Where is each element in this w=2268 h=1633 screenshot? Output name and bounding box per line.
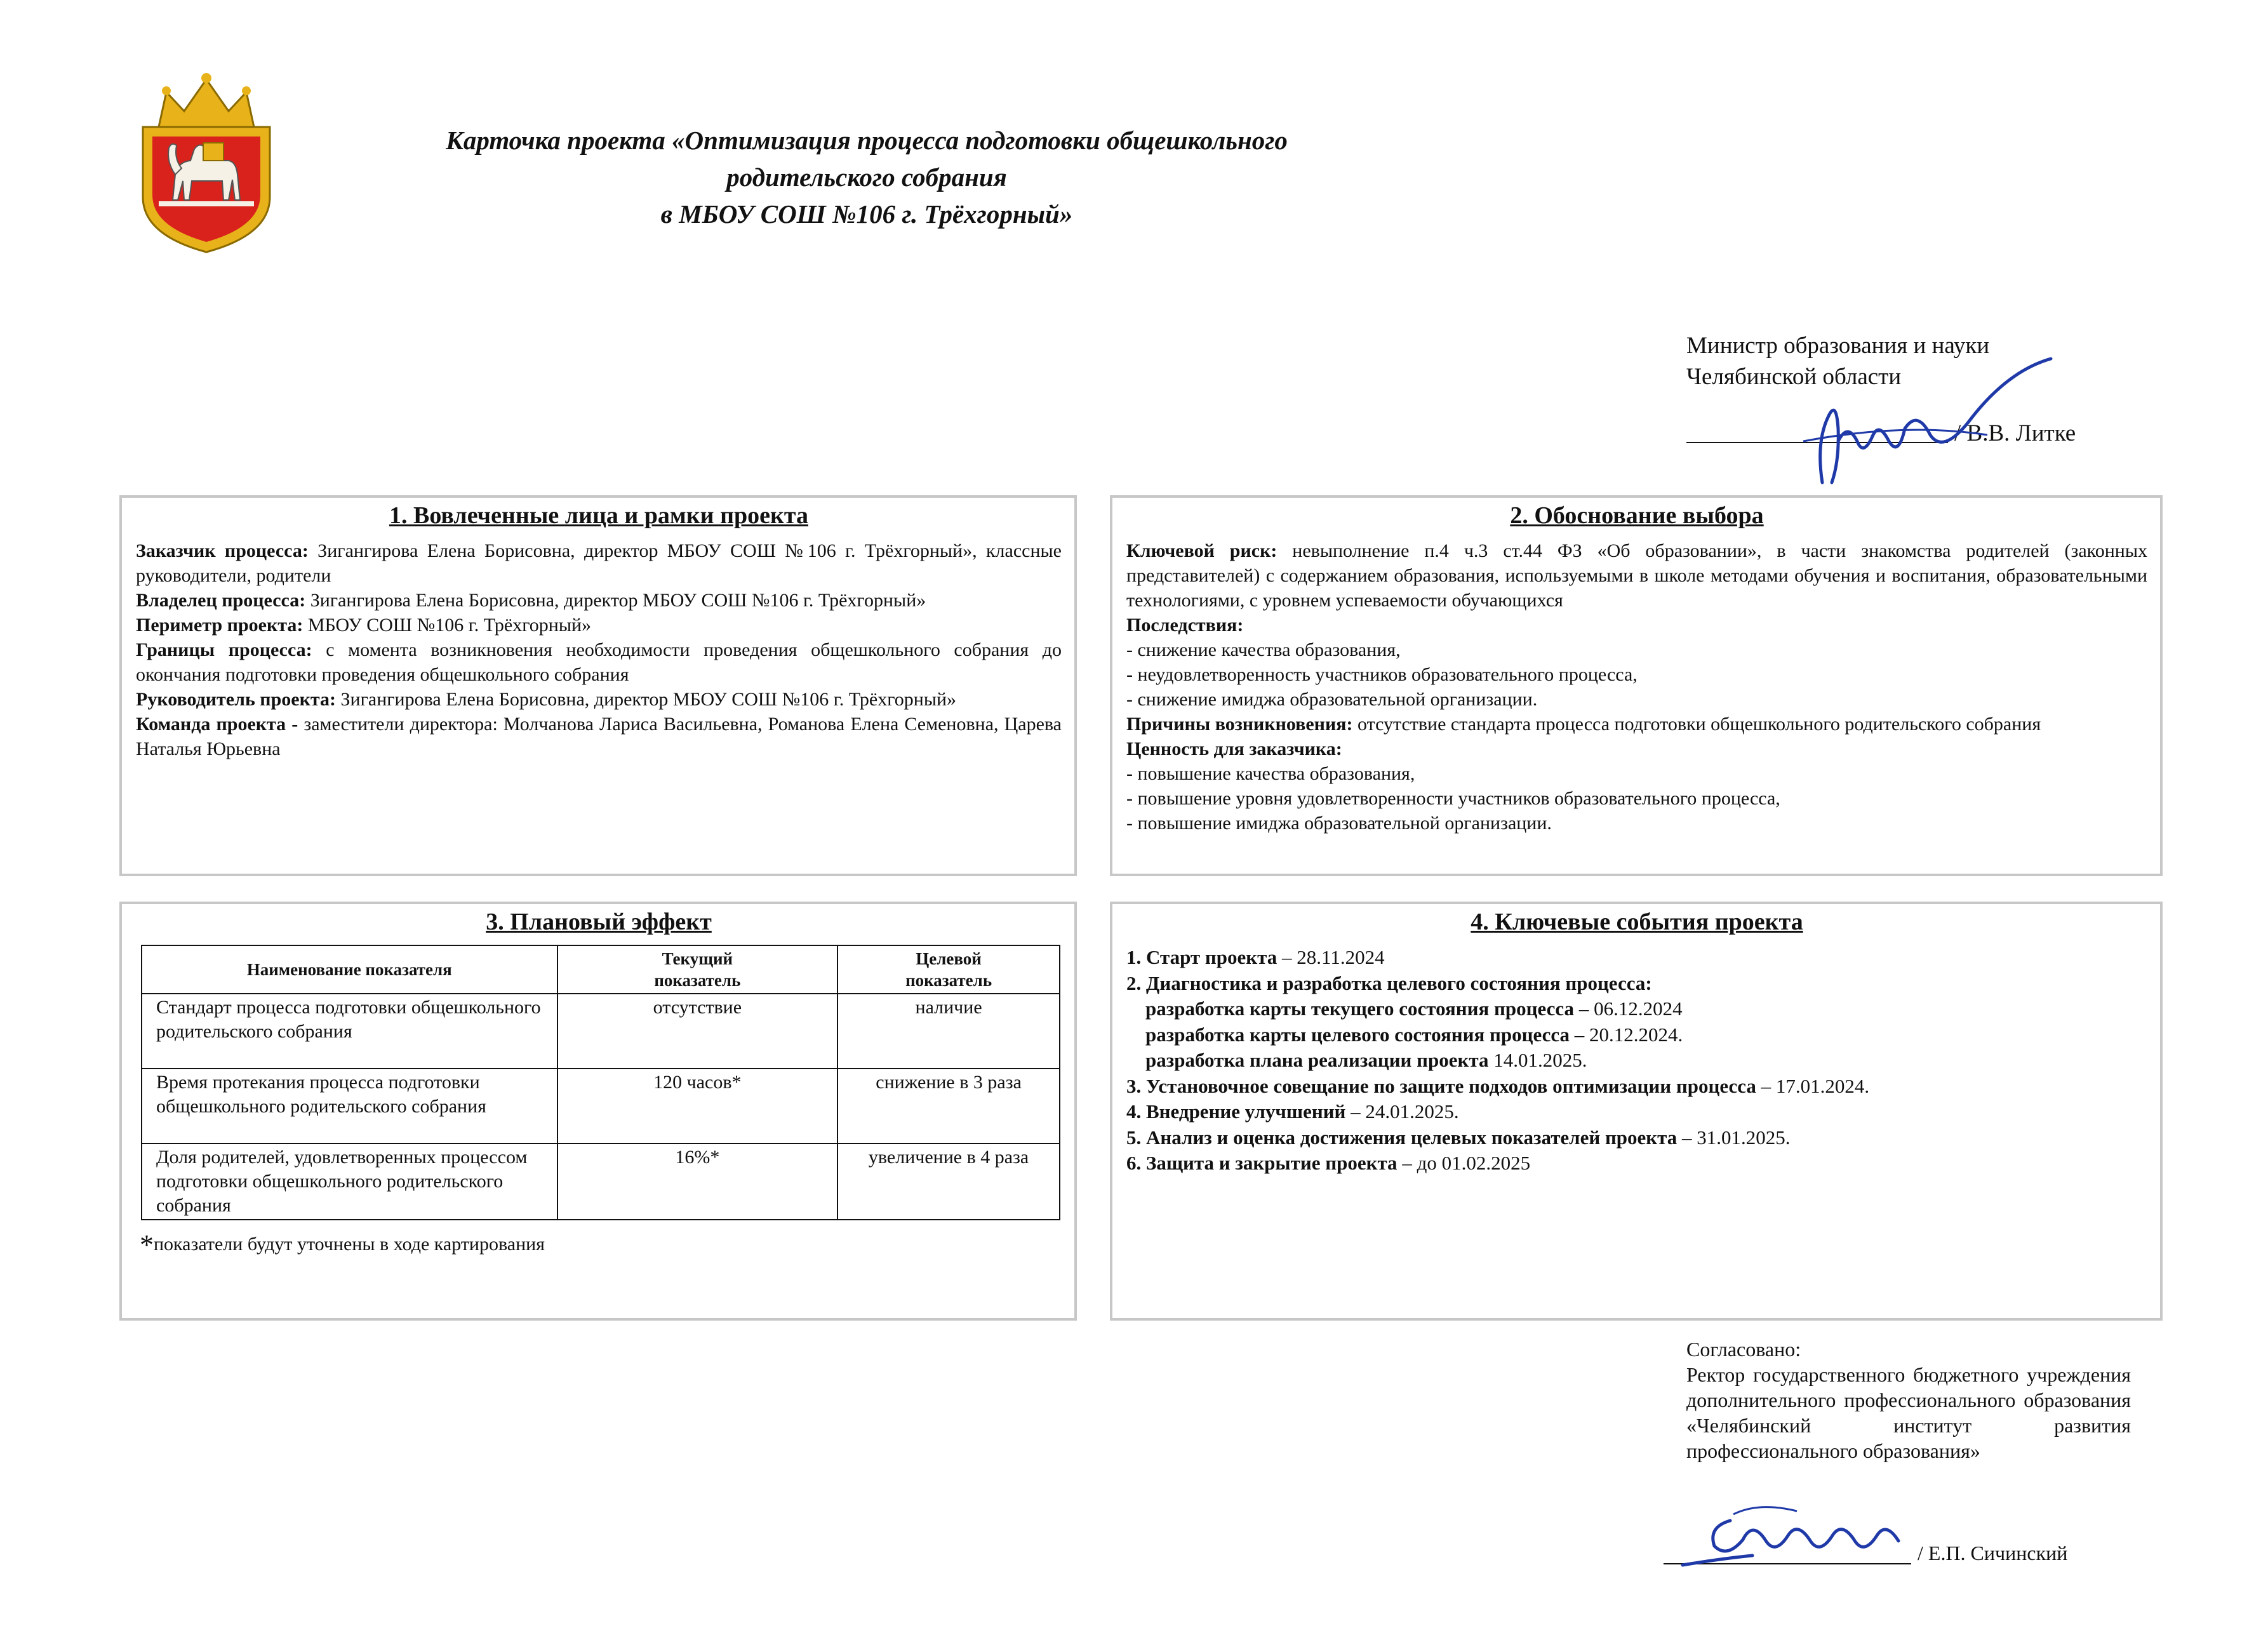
table-cell: снижение в 3 раза	[837, 1069, 1060, 1143]
approver-name: / В.В. Литке	[1954, 420, 2076, 446]
event-item: разработка плана реализации проекта 14.01.2025.	[1145, 1049, 1587, 1071]
panel-planned-effect	[119, 902, 1077, 1321]
table-cell: отсутствие	[557, 994, 838, 1069]
list-item: - повышение качества образования,	[1126, 763, 1415, 784]
causes: Причины возникновения: отсутствие стандарта процесса подготовки общешкольного родительского собрания	[1126, 714, 2041, 735]
table-cell: 120 часов*	[557, 1069, 838, 1143]
panel-3-title: 3. Плановый эффект	[486, 909, 712, 935]
event-item: 1. Старт проекта – 28.11.2024	[1126, 946, 1385, 968]
table-cell: 16%*	[557, 1143, 838, 1220]
table-header-row	[142, 945, 1060, 994]
minister-signature-icon	[1778, 346, 2057, 492]
table-row	[142, 994, 1060, 1069]
rector-name: / Е.П. Сичинский	[1918, 1542, 2068, 1564]
table-cell: увеличение в 4 раза	[837, 1143, 1060, 1220]
agreed-label: Согласовано:	[1686, 1338, 1801, 1361]
title-line-2: в МБОУ СОШ №106 г. Трёхгорный»	[660, 199, 1073, 229]
stakeholder-row: Заказчик процесса: Зигангирова Елена Борисовна, директор МБОУ СОШ №106 г. Трёхгорный», классные руководители, родители	[136, 540, 1062, 586]
panel-stakeholders	[119, 495, 1077, 876]
page-title	[444, 122, 1289, 232]
event-item: 3. Установочное совещание по защите подходов оптимизации процесса – 17.01.2024.	[1126, 1074, 1870, 1097]
event-item: 6. Защита и закрытие проекта – до 01.02.2025	[1126, 1152, 1531, 1174]
table-cell: Время протекания процесса подготовки общешкольного родительского собрания	[142, 1069, 557, 1143]
panel-justification	[1110, 495, 2163, 876]
table-row	[142, 1143, 1060, 1220]
event-item: 4. Внедрение улучшений – 24.01.2025.	[1126, 1100, 1459, 1123]
list-item: - неудовлетворенность участников образовательного процесса,	[1126, 664, 1638, 685]
list-item: - повышение имиджа образовательной организации.	[1126, 813, 1552, 834]
column-header: Целевой показатель	[837, 945, 1060, 994]
value-label: Ценность для заказчика:	[1126, 738, 1342, 759]
stakeholder-row: Владелец процесса: Зигангирова Елена Борисовна, директор МБОУ СОШ №106 г. Трёхгорный»	[136, 590, 926, 611]
table-cell: Доля родителей, удовлетворенных процессом подготовки общешкольного родительского собрания	[142, 1143, 557, 1220]
event-item: разработка карты текущего состояния процесса – 06.12.2024	[1145, 997, 1683, 1020]
key-risk: Ключевой риск: невыполнение п.4 ч.3 ст.44 ФЗ «Об образовании», в части знакомства родителей (законных представителей) с содержанием образования, используемыми в школе методами обучения и воспитания, образовательными технологиями, с уровнем успеваемости обучающихся	[1126, 540, 2147, 611]
approval-line-1: Министр образования и науки	[1686, 333, 1990, 359]
panel-1-title: 1. Вовлеченные лица и рамки проекта	[389, 502, 808, 529]
column-header: Текущий показатель	[557, 945, 838, 994]
list-item: - повышение уровня удовлетворенности участников образовательного процесса,	[1126, 788, 1780, 809]
panel-4-title: 4. Ключевые события проекта	[1471, 909, 1803, 935]
list-item: - снижение качества образования,	[1126, 639, 1401, 660]
panel-2-title: 2. Обоснование выбора	[1510, 502, 1764, 529]
consequences-label: Последствия:	[1126, 615, 1244, 636]
agreed-text: Ректор государственного бюджетного учреждения дополнительного профессионального образования «Челябинский институт развития профессионального образования»	[1686, 1363, 2131, 1462]
list-item: - снижение имиджа образовательной организации.	[1126, 689, 1538, 710]
table-cell: Стандарт процесса подготовки общешкольного родительского собрания	[142, 994, 557, 1069]
stakeholder-row: Границы процесса: с момента возникновения необходимости проведения общешкольного собрания до окончания подготовки проведения общешкольного собрания	[136, 639, 1062, 685]
event-item: 5. Анализ и оценка достижения целевых показателей проекта – 31.01.2025.	[1126, 1126, 1791, 1149]
agreed-block	[1686, 1336, 2131, 1463]
event-item: разработка карты целевого состояния процесса – 20.12.2024.	[1145, 1023, 1683, 1046]
column-header: Наименование показателя	[142, 945, 557, 994]
panel-key-events	[1110, 902, 2163, 1321]
event-item: 2. Диагностика и разработка целевого состояния процесса:	[1126, 971, 1652, 994]
table-row	[142, 1069, 1060, 1143]
consequences-list	[1126, 637, 2147, 712]
approval-line-2: Челябинской области	[1686, 364, 1902, 390]
table-cell: наличие	[837, 994, 1060, 1069]
stakeholder-row: Руководитель проекта: Зигангирова Елена Борисовна, директор МБОУ СОШ №106 г. Трёхгорный»	[136, 689, 957, 710]
table-footnote: *показатели будут уточнены в ходе картирования	[140, 1229, 545, 1260]
title-line-1: Карточка проекта «Оптимизация процесса подготовки общешкольного родительского собрания	[446, 126, 1288, 192]
stakeholder-row: Команда проекта - заместители директора: Молчанова Лариса Васильевна, Романова Елена Семеновна, Царева Наталья Юрьевна	[136, 714, 1062, 759]
value-list	[1126, 761, 2147, 836]
chelyabinsk-coat-of-arms-icon	[133, 67, 279, 257]
effect-table	[141, 945, 1060, 1220]
stakeholder-row: Периметр проекта: МБОУ СОШ №106 г. Трёхгорный»	[136, 615, 592, 636]
rector-signature-icon	[1670, 1495, 1924, 1578]
